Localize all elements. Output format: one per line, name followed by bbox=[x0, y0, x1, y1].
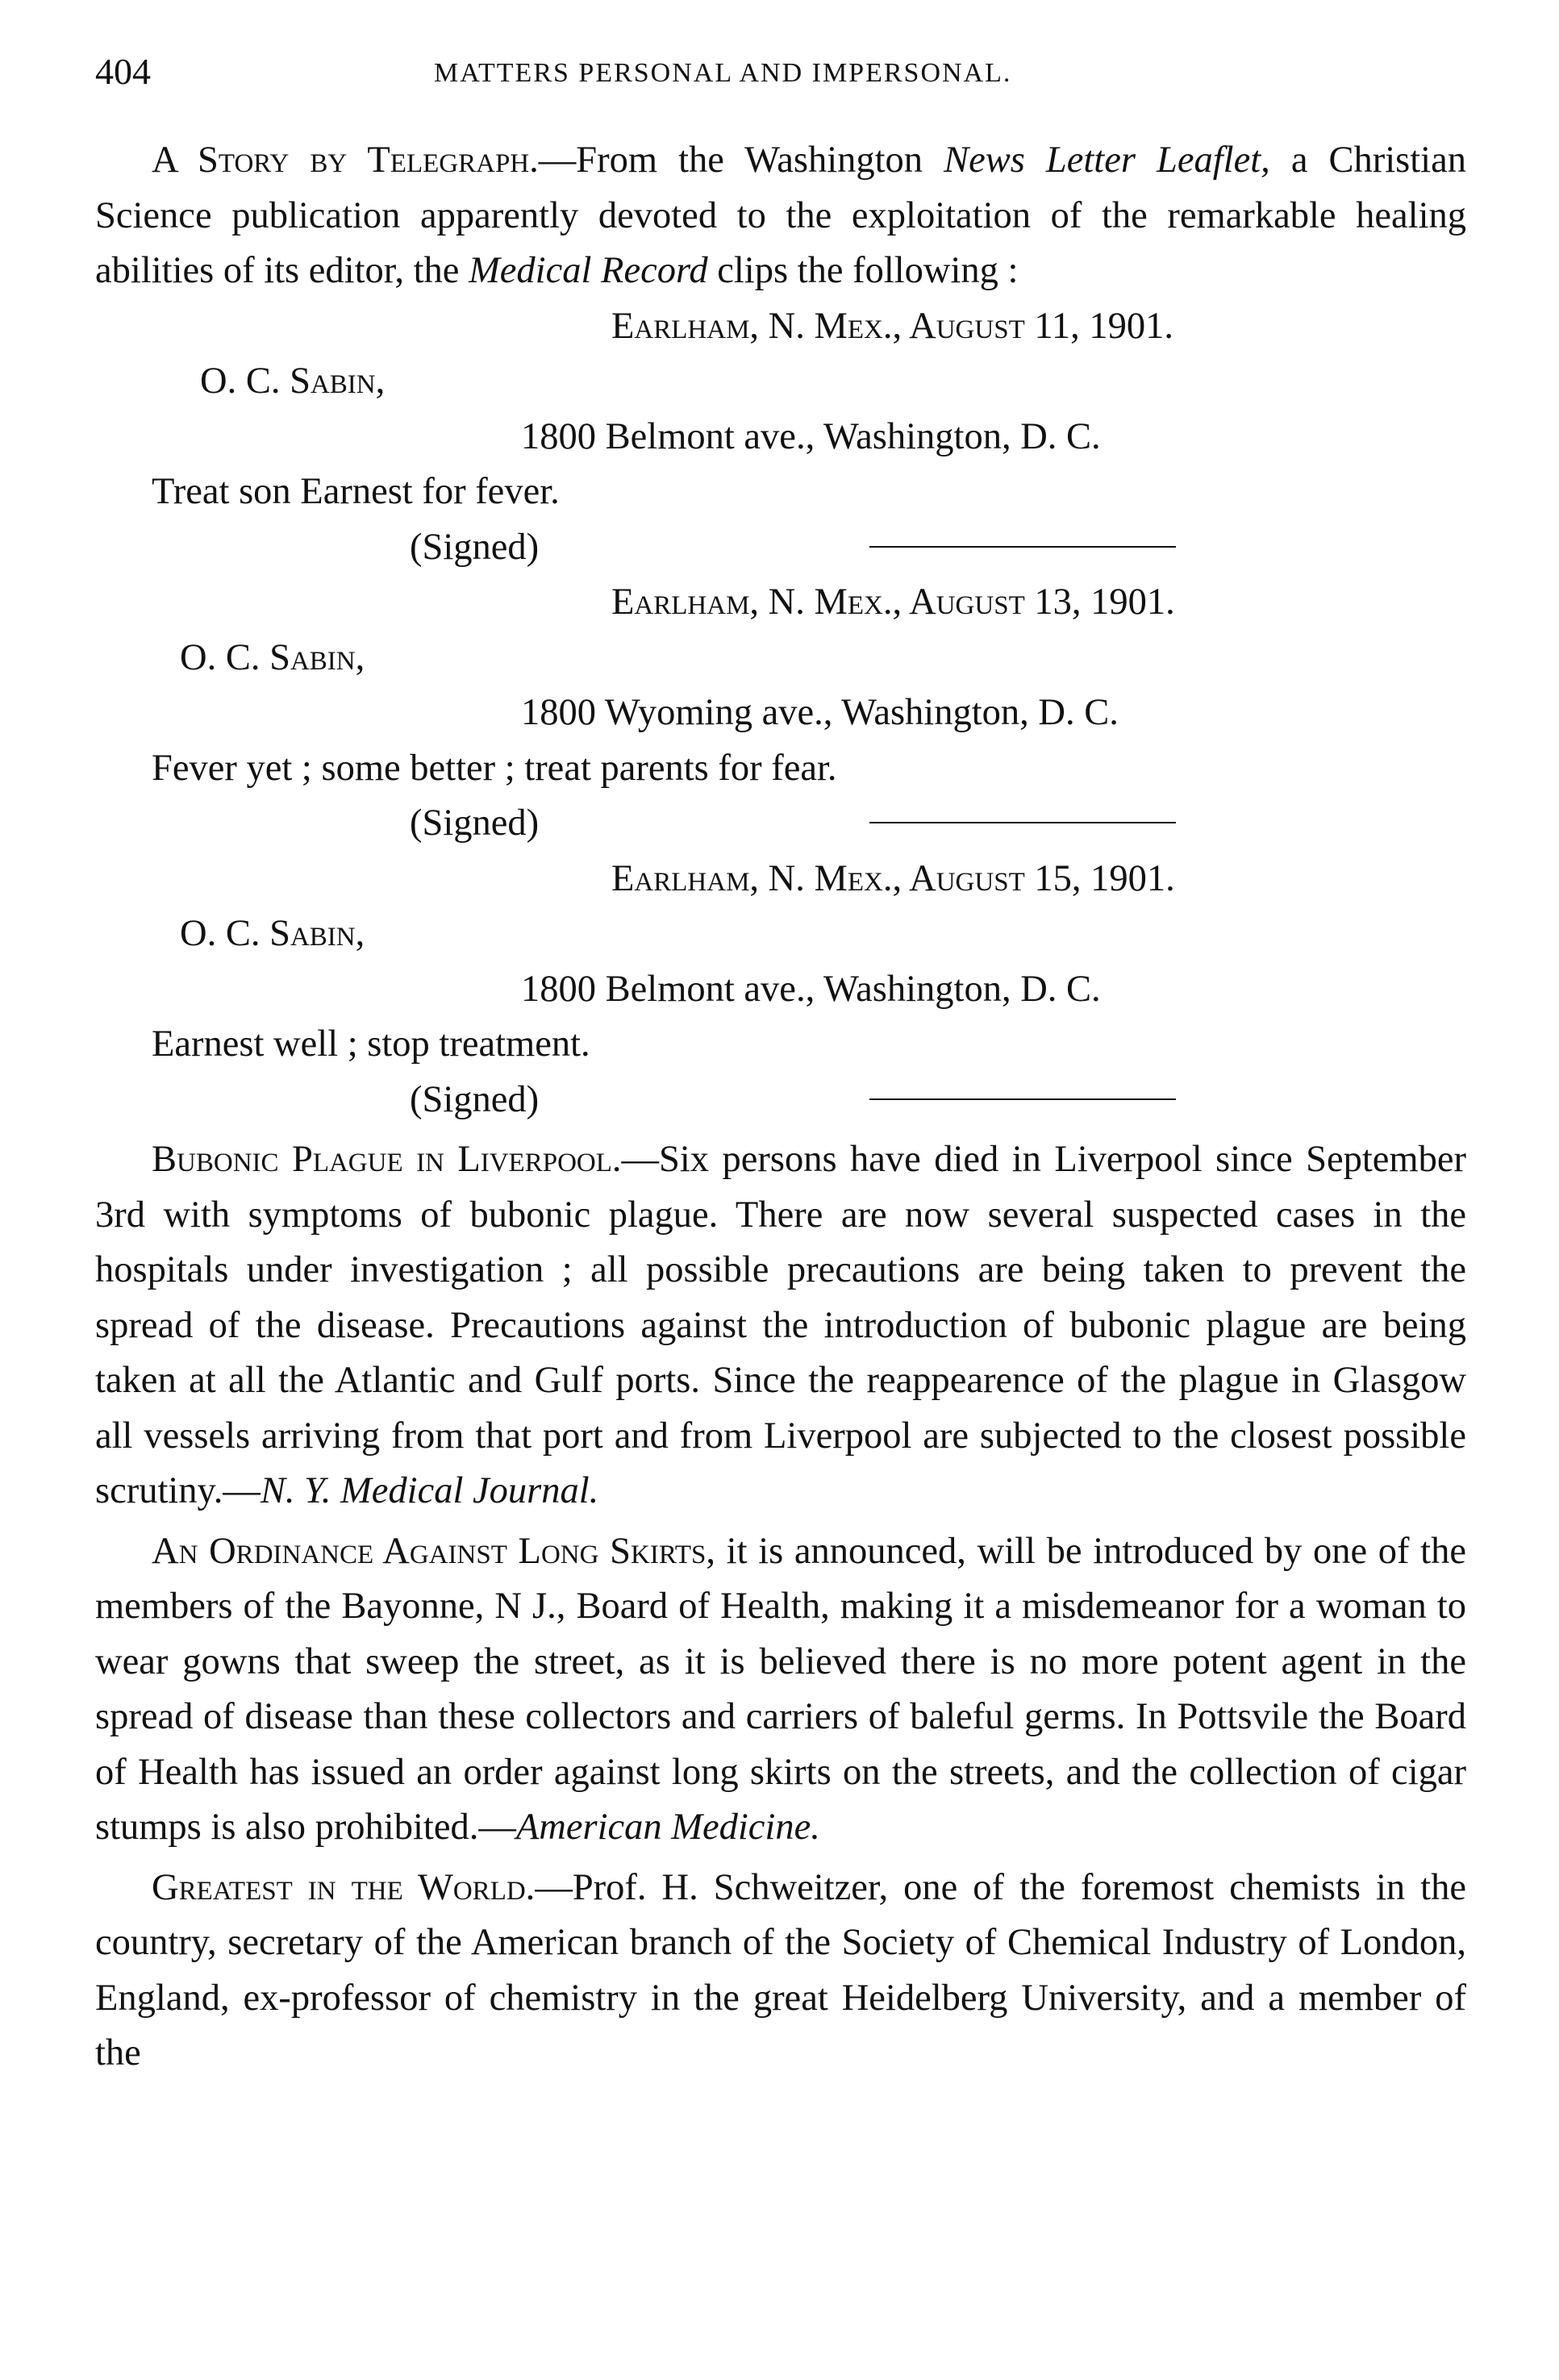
page-header bbox=[95, 50, 1499, 98]
telegram-3-address bbox=[95, 962, 1466, 1018]
telegram-1-address bbox=[95, 410, 1466, 465]
plague-text: —Six persons have died in Liverpool since September 3rd with symptoms of bubonic plague. There are now several suspected cases in the hospitals under investigation ; all possible precautions are being taken to prevent the spread of the disease. Precautions against the introduction of bubonic plague are being taken at all the Atlantic and Gulf ports. Since the reappearence of the plague in Glasgow all vessels arriving from that port and from Liverpool are subjected to the closest possible scrutiny.— bbox=[95, 1139, 1466, 1511]
telegram-dateline: Earlham, N. Mex., August 13, 1901. bbox=[611, 581, 1175, 623]
plague-source: N. Y. Medical Journal. bbox=[260, 1470, 599, 1511]
story-intro-italic-2: Medical Record bbox=[469, 250, 708, 291]
telegram-recipient: O. C. Sabin, bbox=[180, 913, 365, 954]
telegram-2-to bbox=[95, 631, 1466, 686]
story-intro-3: clips the following : bbox=[707, 250, 1019, 291]
skirts-paragraph bbox=[95, 1524, 1466, 1856]
skirts-heading: An Ordinance Against Long Skirts, bbox=[152, 1530, 715, 1572]
telegram-signed: (Signed) bbox=[410, 1078, 540, 1120]
telegram-2-signed bbox=[95, 796, 1466, 852]
telegram-address: 1800 Belmont ave., Washington, D. C. bbox=[521, 415, 1101, 457]
telegram-recipient: O. C. Sabin, bbox=[200, 361, 386, 402]
signature-dash bbox=[869, 822, 1176, 823]
page-body bbox=[95, 133, 1466, 2082]
telegram-2-message bbox=[95, 741, 1466, 797]
signature-dash bbox=[869, 546, 1176, 548]
telegram-message: Earnest well ; stop treatment. bbox=[152, 1023, 590, 1065]
story-heading: A Story by Telegraph. bbox=[152, 140, 539, 181]
telegram-1-to bbox=[95, 354, 1466, 410]
telegram-1-signed bbox=[95, 520, 1466, 576]
plague-heading: Bubonic Plague in Liverpool. bbox=[152, 1139, 622, 1180]
running-head: MATTERS PERSONAL AND IMPERSONAL. bbox=[434, 58, 1012, 88]
telegram-dateline: Earlham, N. Mex., August 15, 1901. bbox=[611, 857, 1175, 899]
telegram-3-signed bbox=[95, 1073, 1466, 1128]
story-intro-1: —From the Washington bbox=[538, 140, 944, 181]
telegram-3-dateline bbox=[95, 852, 1466, 907]
telegram-1-dateline bbox=[95, 299, 1466, 355]
telegram-2-dateline bbox=[95, 575, 1466, 631]
story-paragraph bbox=[95, 133, 1466, 299]
greatest-heading: Greatest in the World. bbox=[152, 1866, 536, 1908]
greatest-text: —Prof. H. Schweitzer, one of the foremost chemists in the country, secretary of the American branch of the Society of Chemical Industry of London, England, ex-professor of chemistry in the great Heidelberg University, and a member of the bbox=[95, 1866, 1466, 2074]
page-number: 404 bbox=[95, 51, 151, 92]
skirts-text: it is announced, will be introduced by one of the members of the Bayonne, N J., Board of Health, making it a misdemeanor for a woman to wear gowns that sweep the street, as it is believed there is no more potent agent in the spread of disease than these collectors and carriers of baleful germs. In Pottsvile the Board of Health has issued an order against long skirts on the streets, and the collection of cigar stumps is also prohibited.— bbox=[95, 1530, 1466, 1848]
telegram-recipient: O. C. Sabin, bbox=[180, 636, 365, 678]
signature-dash bbox=[869, 1098, 1176, 1100]
telegram-dateline: Earlham, N. Mex., August 11, 1901. bbox=[611, 305, 1173, 347]
telegram-3-to bbox=[95, 907, 1466, 962]
telegram-2-address bbox=[95, 686, 1466, 741]
greatest-paragraph bbox=[95, 1861, 1466, 2082]
skirts-source: American Medicine. bbox=[515, 1807, 820, 1848]
telegram-message: Fever yet ; some better ; treat parents for fear. bbox=[152, 747, 837, 789]
telegram-3-message bbox=[95, 1017, 1466, 1073]
telegram-signed: (Signed) bbox=[410, 526, 540, 568]
plague-paragraph bbox=[95, 1132, 1466, 1519]
story-intro-italic-1: News Letter Leaflet, bbox=[944, 140, 1270, 181]
telegram-address: 1800 Belmont ave., Washington, D. C. bbox=[521, 968, 1101, 1010]
telegram-address: 1800 Wyoming ave., Washington, D. C. bbox=[521, 692, 1119, 733]
telegram-signed: (Signed) bbox=[410, 802, 540, 844]
telegram-message: Treat son Earnest for fever. bbox=[152, 471, 560, 512]
telegram-1-message bbox=[95, 465, 1466, 520]
story-intro-2: a Christian Science publication apparently devoted to the exploitation of the remarkable healing abilities of its editor, the bbox=[95, 140, 1466, 291]
